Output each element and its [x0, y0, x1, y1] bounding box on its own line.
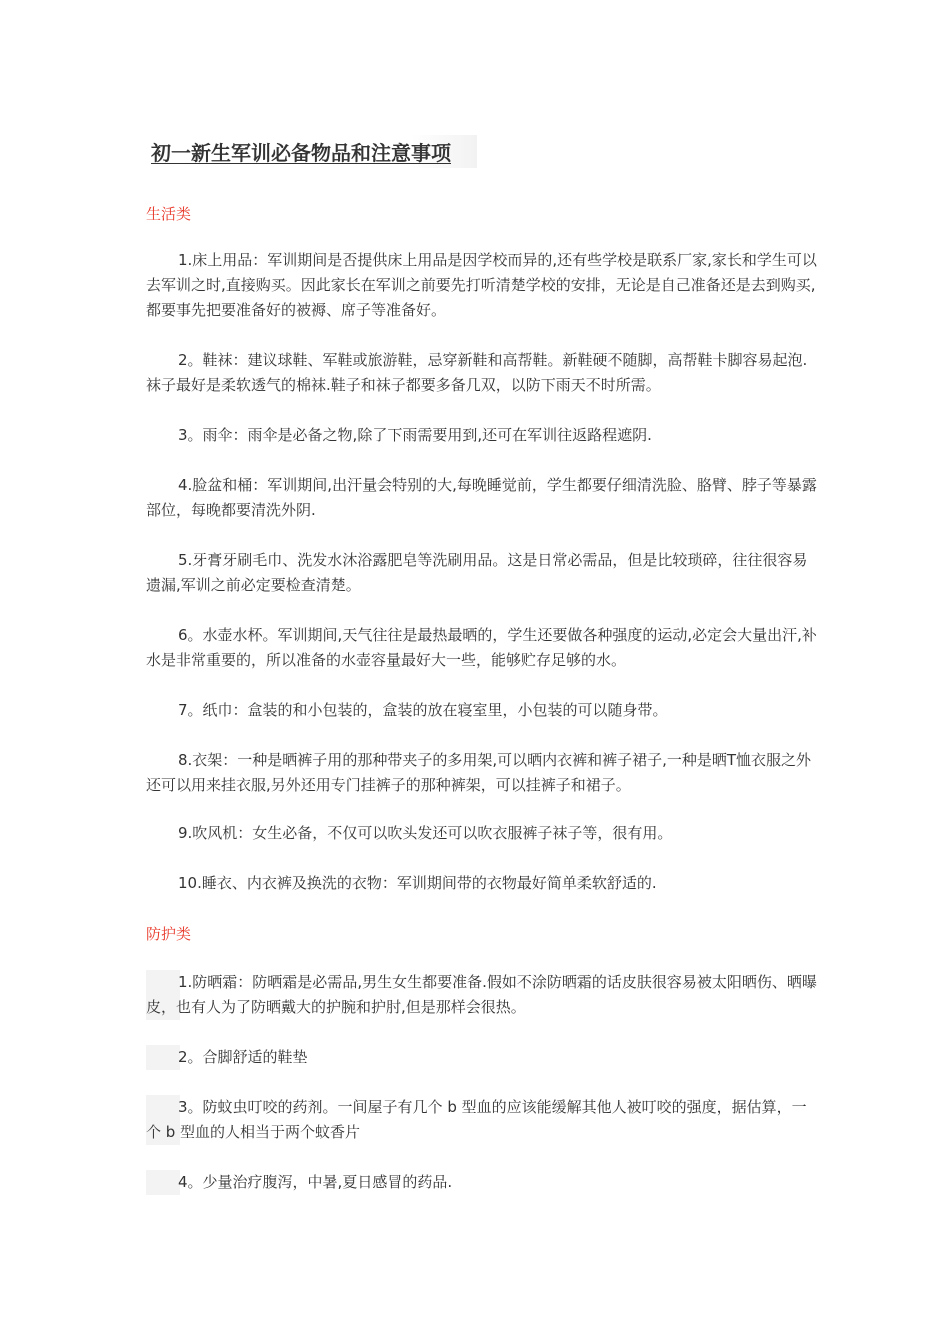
list-item: 3。防蚊虫叮咬的药剂。一间屋子有几个 b 型血的应该能缓解其他人被叮咬的强度，据估算，一个 b 型血的人相当于两个蚊香片 — [146, 1095, 818, 1145]
list-item: 4。少量治疗腹泻，中暑,夏日感冒的药品. — [146, 1170, 818, 1195]
list-item: 3。雨伞：雨伞是必备之物,除了下雨需要用到,还可在军训往返路程遮阴. — [178, 426, 652, 444]
list-item: 1.防晒霜：防晒霜是必需品,男生女生都要准备.假如不涂防晒霜的话皮肤很容易被太阳晒伤、晒曝皮，也有人为了防晒戴大的护腕和护肘,但是那样会很热。 — [146, 970, 818, 1020]
section-heading-life: 生活类 — [146, 205, 192, 223]
list-item: 2。合脚舒适的鞋垫 — [146, 1045, 818, 1070]
section-heading-protect: 防护类 — [146, 925, 192, 943]
list-item: 4.脸盆和桶：军训期间,出汗量会特别的大,每晚睡觉前，学生都要仔细清洗脸、胳臂、脖子等暴露部位，每晚都要清洗外阴. — [146, 476, 817, 519]
list-item: 10.睡衣、内衣裤及换洗的衣物：军训期间带的衣物最好简单柔软舒适的. — [178, 874, 657, 892]
page-title: 初一新生军训必备物品和注意事项 — [146, 135, 477, 168]
list-item: 1.床上用品：军训期间是否提供床上用品是因学校而异的,还有些学校是联系厂家,家长和学生可以去军训之时,直接购买。因此家长在军训之前要先打听清楚学校的安排，无论是自己准备还是去到购买,都要事先把要准备好的被褥、席子等准备好。 — [146, 251, 817, 319]
list-item: 8.衣架：一种是晒裤子用的那种带夹子的多用架,可以晒内衣裤和裤子裙子,一种是晒T恤衣服之外还可以用来挂衣服,另外还用专门挂裤子的那种裤架，可以挂裤子和裙子。 — [146, 751, 812, 794]
list-item: 6。水壶水杯。军训期间,天气往往是最热最晒的，学生还要做各种强度的运动,必定会大量出汗,补水是非常重要的，所以准备的水壶容量最好大一些，能够贮存足够的水。 — [146, 626, 817, 669]
list-item: 5.牙膏牙刷毛巾、洗发水沐浴露肥皂等洗刷用品。这是日常必需品，但是比较琐碎，往往很容易遗漏,军训之前必定要检查清楚。 — [146, 551, 808, 594]
list-item: 7。纸巾：盒装的和小包装的，盒装的放在寝室里，小包装的可以随身带。 — [178, 701, 668, 719]
list-item: 2。鞋袜：建议球鞋、军鞋或旅游鞋，忌穿新鞋和高帮鞋。新鞋硬不随脚，高帮鞋卡脚容易起泡.袜子最好是柔软透气的棉袜.鞋子和袜子都要多备几双，以防下雨天不时所需。 — [146, 351, 808, 394]
list-item: 9.吹风机：女生必备，不仅可以吹头发还可以吹衣服裤子袜子等，很有用。 — [178, 824, 673, 842]
